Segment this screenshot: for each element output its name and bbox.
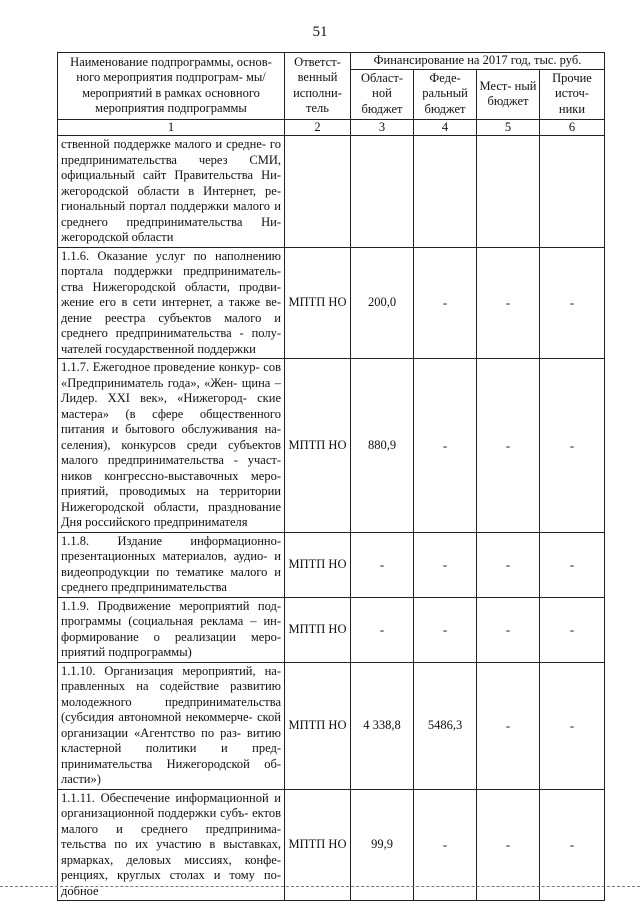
header-federal: Феде- ральный бюджет xyxy=(414,69,477,119)
col-number-4: 4 xyxy=(414,119,477,136)
page-bottom-rule xyxy=(0,886,640,887)
row-executor: МПТП НО xyxy=(285,662,351,789)
row-federal: - xyxy=(414,597,477,662)
row-executor: МПТП НО xyxy=(285,247,351,359)
row-executor: МПТП НО xyxy=(285,359,351,533)
row-executor: МПТП НО xyxy=(285,597,351,662)
header-regional: Област- ной бюджет xyxy=(351,69,414,119)
table-row xyxy=(58,532,605,597)
col-number-2: 2 xyxy=(285,119,351,136)
row-local: - xyxy=(477,359,540,533)
table-row xyxy=(58,789,605,901)
page-number: 51 xyxy=(312,24,328,40)
row-local: - xyxy=(477,662,540,789)
table-row xyxy=(58,247,605,359)
row-regional: 4 338,8 xyxy=(351,662,414,789)
row-federal: - xyxy=(414,247,477,359)
row-other: - xyxy=(540,532,605,597)
row-local: - xyxy=(477,597,540,662)
row-executor: МПТП НО xyxy=(285,789,351,901)
row-name: 1.1.7. Ежегодное проведение конкур- сов «Предприниматель года», «Жен- щина – Лидер. XXI век», «Нижегород- ские мастера» (в сфере общественного питания и бытового обслуживания на- селения), конкурсов среди субъектов малого предпринимательства - участ- ников конгрессно-выставочных меро- приятий, проводимых на территории Нижегородской области, празднование Дня российского предпринимателя xyxy=(58,359,285,533)
row-name: 1.1.9. Продвижение мероприятий под- программы (социальная реклама – ин- формирование о реализации меро- приятий подпрограммы) xyxy=(58,597,285,662)
row-other: - xyxy=(540,359,605,533)
table-row xyxy=(58,136,605,248)
row-other: - xyxy=(540,247,605,359)
row-regional: 99,9 xyxy=(351,789,414,901)
row-executor xyxy=(285,136,351,248)
table-row xyxy=(58,662,605,789)
header-name: Наименование подпрограммы, основ- ного мероприятия подпрограм- мы/мероприятий в рамках основного мероприятия подпрограммы xyxy=(58,53,285,120)
row-name: 1.1.11. Обеспечение информационной и организационной поддержки субъ- ектов малого и среднего предпринима- тельства по их участию в выставках, ярмарках, деловых миссиях, конфе- ренциях, круглых столах и тому по- добное xyxy=(58,789,285,901)
row-regional: 880,9 xyxy=(351,359,414,533)
col-number-6: 6 xyxy=(540,119,605,136)
row-local xyxy=(477,136,540,248)
col-number-5: 5 xyxy=(477,119,540,136)
row-regional: - xyxy=(351,532,414,597)
row-federal: - xyxy=(414,789,477,901)
col-number-1: 1 xyxy=(58,119,285,136)
row-regional: - xyxy=(351,597,414,662)
row-regional xyxy=(351,136,414,248)
table-row xyxy=(58,359,605,533)
row-federal: 5486,3 xyxy=(414,662,477,789)
row-name: 1.1.6. Оказание услуг по наполнению портала поддержки предприниматель- ства Нижегородской области, продви- жение его в сети интернет, а также ве- дение реестра субъектов малого и среднего предпринимательства - полу- чателей государственной поддержки xyxy=(58,247,285,359)
header-executor: Ответст- венный исполни- тель xyxy=(285,53,351,120)
col-number-3: 3 xyxy=(351,119,414,136)
row-other: - xyxy=(540,597,605,662)
header-financing: Финансирование на 2017 год, тыс. руб. xyxy=(351,53,605,70)
row-name: 1.1.10. Организация мероприятий, на- правленных на содействие развитию молодежного предпринимательства (субсидия автономной некоммерче- ской организации «Агентство по раз- витию кластерной политики и пред- принимательства Нижегородской об- ласти») xyxy=(58,662,285,789)
row-name: ственной поддержке малого и средне- го предпринимательства через СМИ, официальный сайт Правительства Ни- жегородской области в Интернет, ре- гиональный портал поддержки малого и среднего предпринимательства Ни- жегородской области xyxy=(58,136,285,248)
row-name: 1.1.8. Издание информационно- презентационных материалов, аудио- и видеопродукции по тематике малого и среднего предпринимательства xyxy=(58,532,285,597)
row-other xyxy=(540,136,605,248)
row-federal: - xyxy=(414,359,477,533)
row-local: - xyxy=(477,532,540,597)
header-local: Мест- ный бюджет xyxy=(477,69,540,119)
row-other: - xyxy=(540,662,605,789)
row-regional: 200,0 xyxy=(351,247,414,359)
table-row xyxy=(58,597,605,662)
row-local: - xyxy=(477,247,540,359)
header-other: Прочие источ- ники xyxy=(540,69,605,119)
row-executor: МПТП НО xyxy=(285,532,351,597)
row-federal xyxy=(414,136,477,248)
financing-table xyxy=(57,52,605,901)
row-other: - xyxy=(540,789,605,901)
row-local: - xyxy=(477,789,540,901)
row-federal: - xyxy=(414,532,477,597)
